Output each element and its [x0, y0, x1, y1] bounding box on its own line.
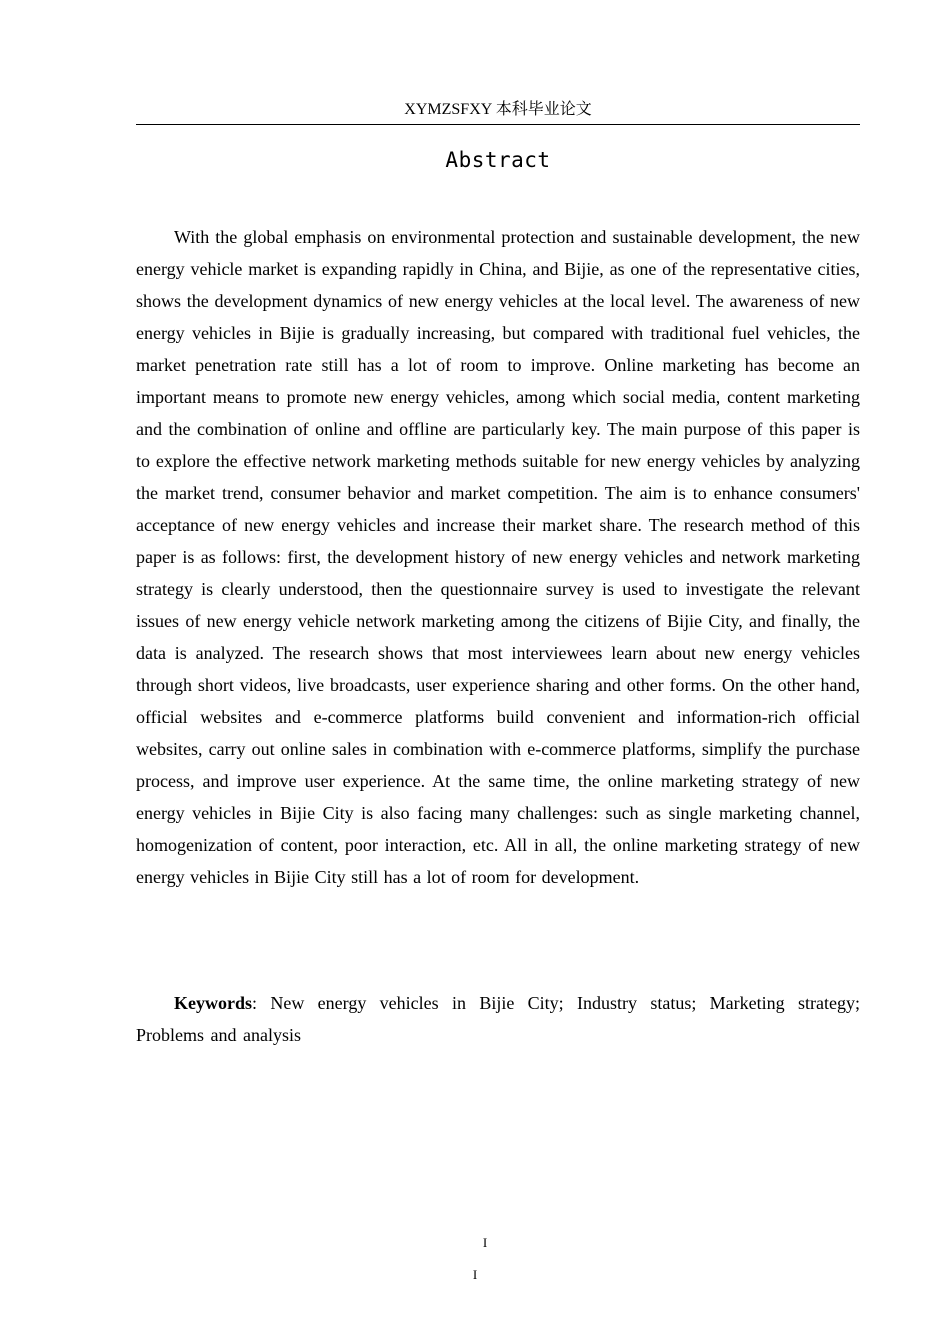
keywords-text: New energy vehicles in Bijie City; Industry status; Marketing strategy; Problems and analysis	[136, 993, 860, 1045]
header-divider	[136, 124, 860, 125]
keywords-paragraph	[136, 987, 860, 1051]
page-number-secondary: I	[472, 1267, 478, 1282]
abstract-paragraph: With the global emphasis on environmental protection and sustainable development, the new energy vehicle market is expanding rapidly in China, and Bijie, as one of the representative cities, shows the development dynamics of new energy vehicles at the local level. The awareness of new energy vehicles in Bijie is gradually increasing, but compared with traditional fuel vehicles, the market penetration rate still has a lot of room to improve. Online marketing has become an important means to promote new energy vehicles, among which social media, content marketing and the combination of online and offline are particularly key. The main purpose of this paper is to explore the effective network marketing methods suitable for new energy vehicles by analyzing the market trend, consumer behavior and market competition. The aim is to enhance consumers' acceptance of new energy vehicles and increase their market share. The research method of this paper is as follows: first, the development history of new energy vehicles and network marketing strategy is clearly understood, then the questionnaire survey is used to investigate the relevant issues of new energy vehicle network marketing among the citizens of Bijie City, and finally, the data is analyzed. The research shows that most interviewees learn about new energy vehicles through short videos, live broadcasts, user experience sharing and other forms. On the other hand, official websites and e-commerce platforms build convenient and information-rich official websites, carry out online sales in combination with e-commerce platforms, simplify the purchase process, and improve user experience. At the same time, the online marketing strategy of new energy vehicles in Bijie City is also facing many challenges: such as single marketing channel, homogenization of content, poor interaction, etc. All in all, the online marketing strategy of new energy vehicles in Bijie City still has a lot of room for development.	[136, 227, 860, 887]
page-number: I	[482, 1235, 488, 1250]
page-header: XYMZSFXY 本科毕业论文	[404, 101, 592, 118]
abstract-title: Abstract	[445, 148, 551, 172]
keywords-separator: :	[252, 993, 271, 1013]
keywords-label: Keywords	[174, 993, 252, 1013]
